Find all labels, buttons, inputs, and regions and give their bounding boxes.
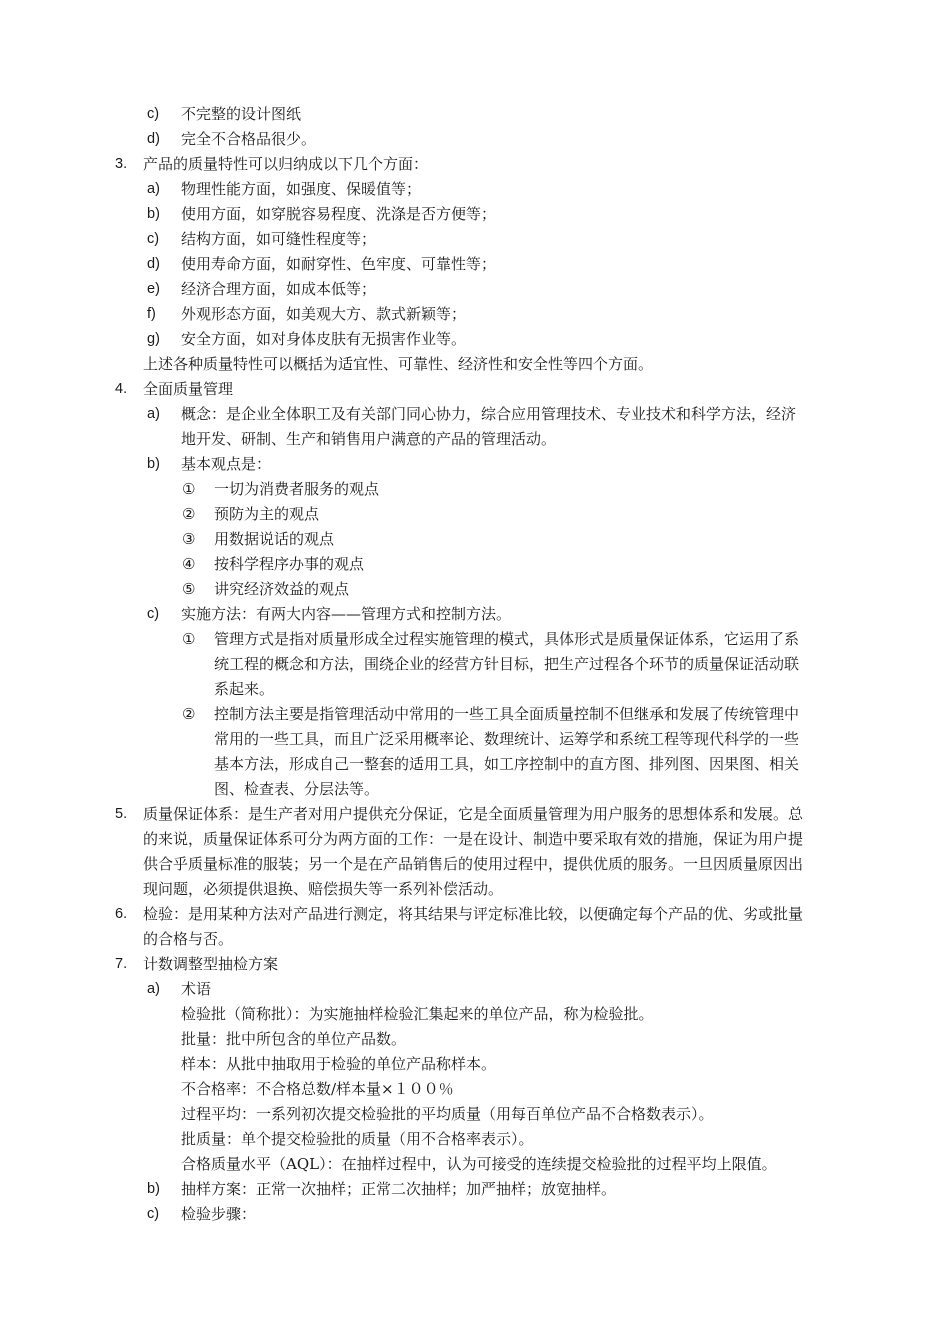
paragraph: 的来说，质量保证体系可分为两方面的工作：一是在设计、制造中要采取有效的措施，保证为用户提 [143,830,804,848]
list-item-text: 预防为主的观点 [214,505,320,523]
list-item-text: 用数据说话的观点 [214,530,335,548]
paragraph: 质量保证体系：是生产者对用户提供充分保证，它是全面质量管理为用户服务的思想体系和发展。总 [143,805,804,823]
section-heading: 全面质量管理 [143,380,234,398]
list-item-text: 系起来。 [214,680,275,698]
list-marker: a) [147,981,160,997]
section-number: 3. [115,156,128,172]
list-item-text: 实施方法：有两大内容——管理方式和控制方法。 [181,605,512,623]
list-item-text: 地开发、研制、生产和销售用户满意的产品的管理活动。 [181,430,557,448]
list-item-text: 常用的一些工具，而且广泛采用概率论、数理统计、运筹学和系统工程等现代科学的一些 [214,730,800,748]
list-marker: d) [147,131,160,147]
list-item-text: 一切为消费者服务的观点 [214,480,380,498]
list-item-text: 讲究经济效益的观点 [214,580,350,598]
list-item-text: 检验步骤： [181,1205,257,1223]
list-item-text: 术语 [181,980,212,998]
list-item-text: 经济合理方面，如成本低等； [181,280,377,298]
paragraph: 检验：是用某种方法对产品进行测定，将其结果与评定标准比较，以便确定每个产品的优、劣或批量 [143,905,804,923]
list-marker: c) [147,231,160,247]
list-marker: a) [147,406,160,422]
list-item-text: 按科学程序办事的观点 [214,555,365,573]
list-item-text: 物理性能方面，如强度、保暖值等； [181,180,422,198]
section-number: 6. [115,906,128,922]
list-item-text: 外观形态方面，如美观大方、款式新颖等； [181,305,467,323]
list-marker: f) [147,306,156,322]
term-definition: 批质量：单个提交检验批的质量（用不合格率表示）。 [181,1130,534,1148]
paragraph: 的合格与否。 [143,930,234,948]
paragraph: 供合乎质量标准的服装；另一个是在产品销售后的使用过程中，提供优质的服务。一旦因质量原因出 [143,855,804,873]
list-item-text: 图、检查表、分层法等。 [214,780,380,798]
list-marker: g) [147,331,160,347]
list-marker: ① [182,480,196,498]
paragraph: 上述各种质量特性可以概括为适宜性、可靠性、经济性和安全性等四个方面。 [143,355,654,373]
list-item-text: 使用寿命方面，如耐穿性、色牢度、可靠性等； [181,255,497,273]
list-marker: c) [147,106,160,122]
list-item-text: 安全方面，如对身体皮肤有无损害作业等。 [181,330,467,348]
list-item-text: 概念：是企业全体职工及有关部门同心协力，综合应用管理技术、专业技术和科学方法，经济 [181,405,797,423]
list-item-text: 管理方式是指对质量形成全过程实施管理的模式，具体形式是质量保证体系，它运用了系 [214,630,800,648]
list-item-text: 完全不合格品很少。 [181,130,317,148]
paragraph: 现问题，必须提供退换、赔偿损失等一系列补偿活动。 [143,880,504,898]
list-marker: ① [182,630,196,648]
list-marker: ② [182,505,196,523]
list-item-text: 控制方法主要是指管理活动中常用的一些工具全面质量控制不但继承和发展了传统管理中 [214,705,800,723]
section-number: 5. [115,806,128,822]
list-marker: b) [147,456,160,472]
list-marker: c) [147,1206,160,1222]
list-item-text: 不完整的设计图纸 [181,105,302,123]
list-marker: b) [147,1181,160,1197]
list-marker: ② [182,705,196,723]
section-number: 7. [115,956,128,972]
list-marker: ③ [182,530,196,548]
list-item-text: 抽样方案：正常一次抽样；正常二次抽样；加严抽样；放宽抽样。 [181,1180,617,1198]
term-definition: 过程平均：一系列初次提交检验批的平均质量（用每百单位产品不合格数表示）。 [181,1105,714,1123]
list-marker: e) [147,281,160,297]
list-item-text: 基本观点是： [181,455,272,473]
section-heading: 计数调整型抽检方案 [143,955,279,973]
section-heading: 产品的质量特性可以归纳成以下几个方面： [143,155,429,173]
list-marker: ⑤ [182,580,196,598]
term-definition: 批量：批中所包含的单位产品数。 [181,1030,407,1048]
list-marker: ④ [182,555,196,573]
list-marker: b) [147,206,160,222]
list-marker: a) [147,181,160,197]
term-definition: 检验批（简称批）：为实施抽样检验汇集起来的单位产品，称为检验批。 [181,1005,654,1023]
list-item-text: 使用方面，如穿脱容易程度、洗涤是否方便等； [181,205,497,223]
term-definition: 样本：从批中抽取用于检验的单位产品称样本。 [181,1055,497,1073]
term-definition: 不合格率：不合格总数/样本量×１００％ [181,1080,454,1098]
list-item-text: 结构方面，如可缝性程度等； [181,230,377,248]
term-definition: 合格质量水平（AQL）：在抽样过程中，认为可接受的连续提交检验批的过程平均上限值。 [181,1155,777,1173]
list-item-text: 基本方法，形成自己一整套的适用工具，如工序控制中的直方图、排列图、因果图、相关 [214,755,800,773]
section-number: 4. [115,381,128,397]
list-marker: d) [147,256,160,272]
list-marker: c) [147,606,160,622]
list-item-text: 统工程的概念和方法，围绕企业的经营方针目标，把生产过程各个环节的质量保证活动联 [214,655,800,673]
